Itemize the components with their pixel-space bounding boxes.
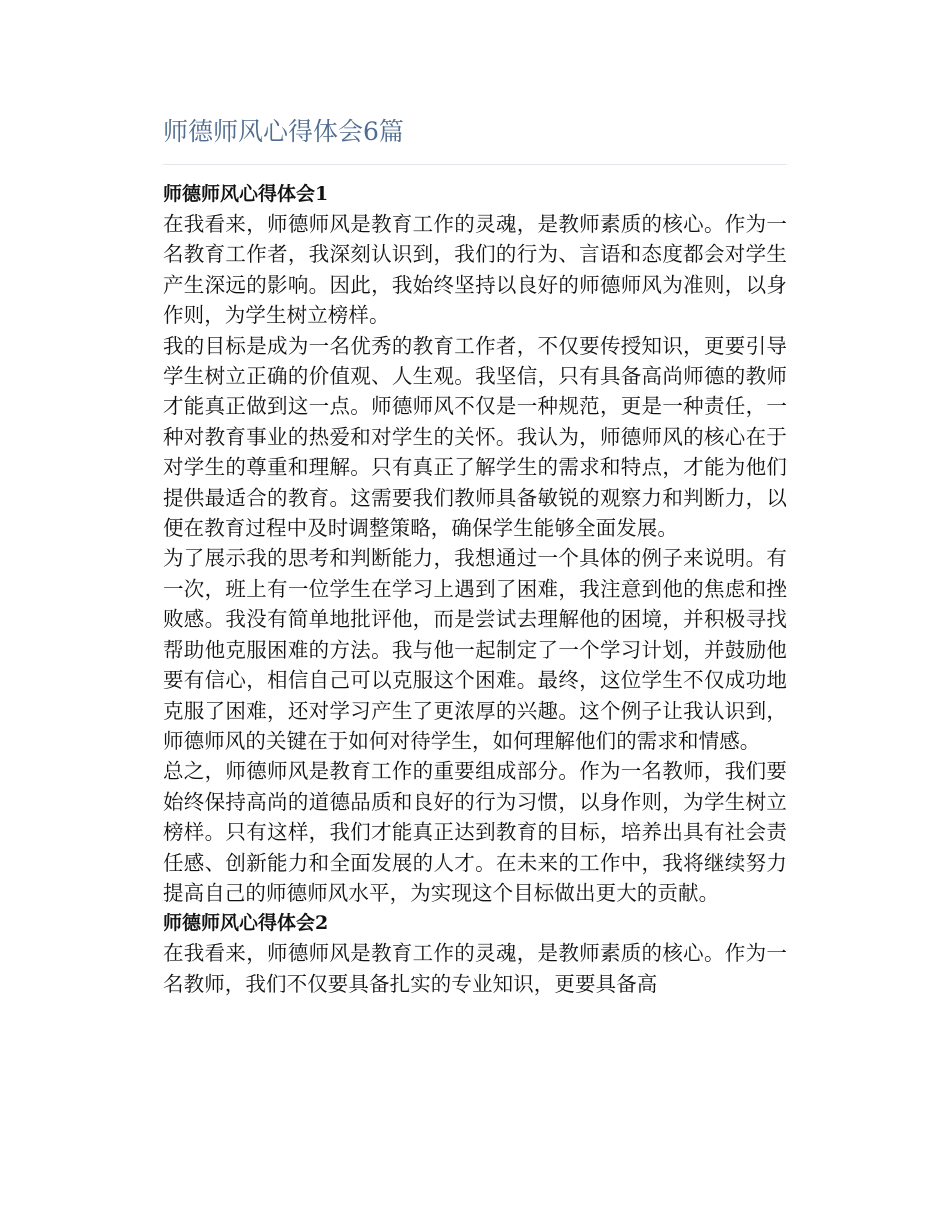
paragraph: 我的目标是成为一名优秀的教育工作者，不仅要传授知识，更要引导学生树立正确的价值观、人生观。我坚信，只有具备高尚师德的教师才能真正做到这一点。师德师风不仅是一种规范，更是一种责任，一种对教育事业的热爱和对学生的关怀。我认为，师德师风的核心在于对学生的尊重和理解。只有真正了解学生的需求和特点，才能为他们提供最适合的教育。这需要我们教师具备敏锐的观察力和判断力，以便在教育过程中及时调整策略，确保学生能够全面发展。 <box>163 333 787 541</box>
document-page <box>163 112 787 999</box>
document-content <box>163 179 787 999</box>
section-1 <box>163 179 787 908</box>
paragraph: 在我看来，师德师风是教育工作的灵魂，是教师素质的核心。作为一名教师，我们不仅要具备扎实的专业知识，更要具备高 <box>163 941 787 996</box>
paragraph: 在我看来，师德师风是教育工作的灵魂，是教师素质的核心。作为一名教育工作者，我深刻认识到，我们的行为、言语和态度都会对学生产生深远的影响。因此，我始终坚持以良好的师德师风为准则，以身作则，为学生树立榜样。 <box>163 212 787 328</box>
document-title: 师德师风心得体会6篇 <box>163 112 787 165</box>
section-heading: 师德师风心得体会2 <box>163 912 329 935</box>
paragraph: 总之，师德师风是教育工作的重要组成部分。作为一名教师，我们要始终保持高尚的道德品质和良好的行为习惯，以身作则，为学生树立榜样。只有这样，我们才能真正达到教育的目标，培养出具有社会责任感、创新能力和全面发展的人才。在未来的工作中，我将继续努力提高自己的师德师风水平，为实现这个目标做出更大的贡献。 <box>163 759 787 905</box>
section-heading: 师德师风心得体会1 <box>163 183 329 205</box>
section-2 <box>163 908 787 999</box>
paragraph: 为了展示我的思考和判断能力，我想通过一个具体的例子来说明。有一次，班上有一位学生在学习上遇到了困难，我注意到他的焦虑和挫败感。我没有简单地批评他，而是尝试去理解他的困境，并积极寻找帮助他克服困难的方法。我与他一起制定了一个学习计划，并鼓励他要有信心，相信自己可以克服这个困难。最终，这位学生不仅成功地克服了困难，还对学习产生了更浓厚的兴趣。这个例子让我认识到，师德师风的关键在于如何对待学生，如何理解他们的需求和情感。 <box>163 546 787 753</box>
